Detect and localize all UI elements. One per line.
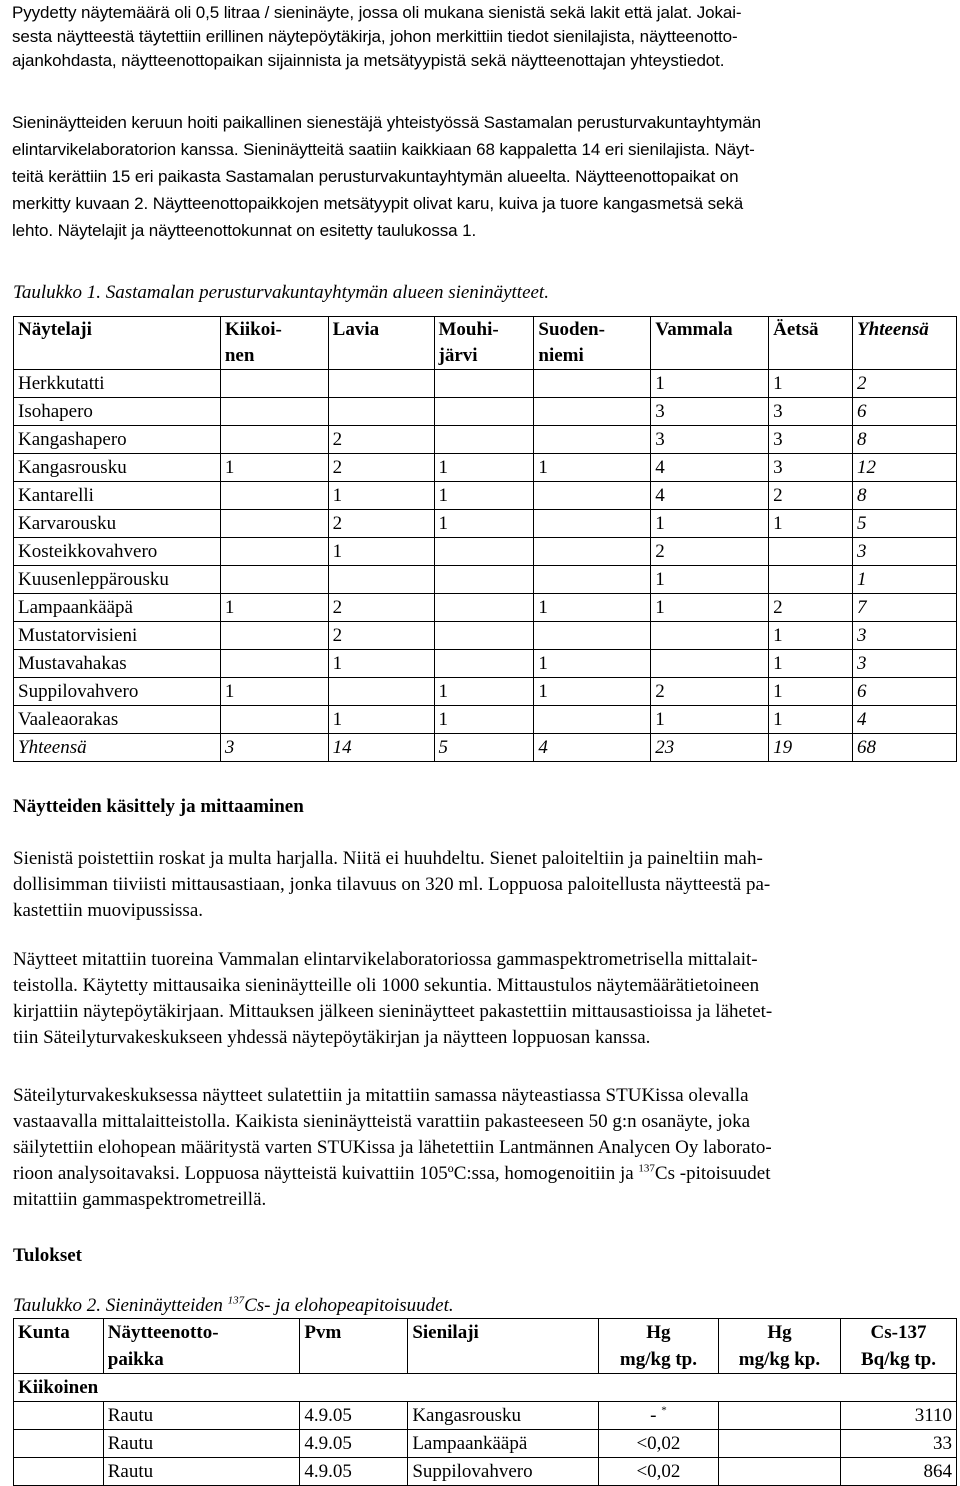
table1-count-cell: 1: [328, 706, 434, 734]
table2-place-cell: Rautu: [103, 1458, 300, 1486]
handling-p3-line-4: rioon analysoitavaksi. Loppuosa näytteistä kuivattiin 105ºC:ssa, homogenoitiin ja: [13, 1163, 639, 1184]
table2-cs-cell: 3110: [840, 1402, 956, 1430]
table1-count-cell: 1: [534, 678, 651, 706]
table1-count-cell: [534, 566, 651, 594]
handling-p2-line-4: tiin Säteilyturvakeskukseen yhdessä näytepöytäkirjan ja näytteen loppuosan kanssa.: [13, 1027, 651, 1048]
table1-count-cell: 2: [853, 370, 957, 398]
table-row: [14, 1458, 957, 1486]
table1-count-cell: [220, 706, 328, 734]
table-row: [14, 734, 957, 762]
table1-count-cell: 4: [534, 734, 651, 762]
handling-p2-line-1: Näytteet mitattiin tuoreina Vammalan elintarvikelaboratoriossa gammaspektrometrisella mittalait-: [13, 949, 758, 970]
table1-count-cell: 1: [534, 650, 651, 678]
table1-count-cell: [220, 370, 328, 398]
table1-species-cell: Kangashapero: [14, 426, 221, 454]
table1-count-cell: 14: [328, 734, 434, 762]
intro-p2-line-2: elintarvikelaboratorion kanssa. Sieninäytteitä saatiin kaikkiaan 68 kappaletta 14 eri sienilajista. Näyt-: [12, 140, 755, 159]
table2-caption-post: Cs- ja elohopeapitoisuudet.: [244, 1295, 454, 1316]
table-row: [14, 566, 957, 594]
table1-count-cell: [769, 566, 853, 594]
isotope-superscript: 137: [638, 1162, 655, 1175]
table1-count-cell: 3: [853, 650, 957, 678]
table1-count-cell: 68: [853, 734, 957, 762]
table1-count-cell: [434, 594, 534, 622]
intro-p1-line-2: sesta näytteestä täytettiin erillinen näytepöytäkirja, johon merkittiin tiedot sienilajista, näytteenotto-: [12, 27, 738, 46]
table1-header-cell: Mouhi- järvi: [434, 317, 534, 370]
table1-count-cell: 3: [853, 622, 957, 650]
table1-count-cell: 1: [769, 650, 853, 678]
table1-count-cell: 1: [328, 482, 434, 510]
intro-p2-line-4: merkitty kuvaan 2. Näytteenottopaikkojen metsätyypit olivat karu, kuiva ja tuore kangasmetsä sekä: [12, 194, 744, 213]
table1-count-cell: [534, 426, 651, 454]
table1-count-cell: 4: [651, 454, 769, 482]
table1-count-cell: [534, 538, 651, 566]
table2-hg-tp-cell: [598, 1430, 718, 1458]
handling-p3-line-2: vastaavalla mittalaitteistolla. Kaikista sieninäytteistä varattiin pakasteeseen 50 g:n osanäyte, joka: [13, 1111, 751, 1132]
table-row: [14, 482, 957, 510]
table2-kunta-cell: [14, 1458, 104, 1486]
table1-count-cell: 23: [651, 734, 769, 762]
table2-body: [14, 1374, 957, 1486]
table1-count-cell: 1: [853, 566, 957, 594]
table1-count-cell: 4: [853, 706, 957, 734]
table1-count-cell: 1: [220, 678, 328, 706]
table1-count-cell: 3: [220, 734, 328, 762]
table-row: [14, 538, 957, 566]
table2-group-label: Kiikoinen: [14, 1374, 957, 1402]
table1-species-cell: Herkkutatti: [14, 370, 221, 398]
table2-hg-kp-cell: [718, 1430, 840, 1458]
section-heading-results: Tulokset: [13, 1245, 82, 1266]
table1-count-cell: 12: [853, 454, 957, 482]
table1-count-cell: [328, 566, 434, 594]
table1-count-cell: [434, 426, 534, 454]
table2-hg-kp-cell: [718, 1402, 840, 1430]
table1-count-cell: 3: [651, 426, 769, 454]
table1-species-cell: Kuusenleppärousku: [14, 566, 221, 594]
table1-count-cell: 3: [651, 398, 769, 426]
table1-count-cell: 5: [853, 510, 957, 538]
table1-count-cell: 2: [769, 482, 853, 510]
table1-count-cell: [220, 398, 328, 426]
table2: [13, 1318, 957, 1486]
table2-species-cell: Lampaankääpä: [408, 1430, 599, 1458]
intro-p2-line-1: Sieninäytteiden keruun hoiti paikallinen sienestäjä yhteistyössä Sastamalan perusturvakuntayhtymän: [12, 113, 762, 132]
table1-species-cell: Suppilovahvero: [14, 678, 221, 706]
table1-species-cell: Yhteensä: [14, 734, 221, 762]
table1-count-cell: 2: [651, 538, 769, 566]
table2-hg-tp-cell: [598, 1402, 718, 1430]
intro-paragraph-2: [12, 109, 957, 244]
table1-count-cell: 1: [651, 594, 769, 622]
table2-hg-tp-value: -: [650, 1405, 657, 1426]
table1-count-cell: [534, 482, 651, 510]
table1-count-cell: [434, 622, 534, 650]
table1-species-cell: Kosteikkovahvero: [14, 538, 221, 566]
table1-count-cell: [220, 426, 328, 454]
table1-count-cell: [220, 510, 328, 538]
table-row: [14, 706, 957, 734]
table2-species-cell: Suppilovahvero: [408, 1458, 599, 1486]
table1-count-cell: 1: [769, 706, 853, 734]
table-row: [14, 678, 957, 706]
table1-species-cell: Mustavahakas: [14, 650, 221, 678]
table1-count-cell: [434, 538, 534, 566]
table1-species-cell: Vaaleaorakas: [14, 706, 221, 734]
table1-count-cell: 19: [769, 734, 853, 762]
table1-species-cell: Lampaankääpä: [14, 594, 221, 622]
table1-count-cell: 1: [220, 454, 328, 482]
table1-count-cell: 1: [434, 510, 534, 538]
table1-header-cell: Äetsä: [769, 317, 853, 370]
table1-species-cell: Kangasrousku: [14, 454, 221, 482]
table1-count-cell: [534, 370, 651, 398]
table1-count-cell: [434, 370, 534, 398]
table1-count-cell: [328, 370, 434, 398]
table1-count-cell: 1: [651, 566, 769, 594]
intro-paragraph-1: [12, 1, 957, 73]
table2-cs-cell: 33: [840, 1430, 956, 1458]
handling-p3-line-5: mitattiin gammaspektrometreillä.: [13, 1189, 267, 1210]
table1-count-cell: [534, 622, 651, 650]
handling-p1-line-2: dollisimman tiiviisti mittausastiaan, jonka tilavuus on 320 ml. Loppuosa paloitellusta näytteestä pa-: [13, 874, 771, 895]
table2-header-cell: Cs-137 Bq/kg tp.: [840, 1319, 956, 1374]
table1: [13, 316, 957, 762]
table2-kunta-cell: [14, 1402, 104, 1430]
handling-p2-line-3: kirjattiin näytepöytäkirjaan. Mittauksen jälkeen sieninäytteet pakastettiin mittausastioissa ja lähetet-: [13, 1001, 773, 1022]
table1-count-cell: [220, 482, 328, 510]
table2-place-cell: Rautu: [103, 1430, 300, 1458]
table1-count-cell: [434, 650, 534, 678]
table-row: [14, 622, 957, 650]
table1-count-cell: [651, 622, 769, 650]
table2-date-cell: 4.9.05: [300, 1458, 408, 1486]
table1-count-cell: [534, 706, 651, 734]
table1-count-cell: 2: [328, 510, 434, 538]
table2-hg-tp-value: <0,02: [636, 1433, 681, 1454]
table1-count-cell: 1: [328, 650, 434, 678]
table1-count-cell: [220, 566, 328, 594]
table1-count-cell: 6: [853, 678, 957, 706]
table2-caption-superscript: 137: [227, 1294, 245, 1307]
handling-p3-line-3: säilytettiin elohopean määritystä varten STUKissa ja lähetettiin Lantmännen Analycen Oy laborato-: [13, 1137, 772, 1158]
table1-count-cell: 1: [651, 706, 769, 734]
table-row: [14, 426, 957, 454]
table2-header-cell: Näytteenotto- paikka: [103, 1319, 300, 1374]
table1-count-cell: 1: [434, 454, 534, 482]
table1-header-cell: Lavia: [328, 317, 434, 370]
table1-count-cell: 1: [328, 538, 434, 566]
handling-paragraph-2: [13, 947, 958, 1051]
table2-place-cell: Rautu: [103, 1402, 300, 1430]
handling-p2-line-2: teistolla. Käytetty mittausaika sieninäytteille oli 1000 sekuntia. Mittaustulos näytemäärätietoineen: [13, 975, 760, 996]
table1-body: [14, 370, 957, 762]
table1-count-cell: [534, 510, 651, 538]
table1-count-cell: 8: [853, 426, 957, 454]
table1-count-cell: 1: [651, 370, 769, 398]
table1-count-cell: [434, 566, 534, 594]
intro-p2-line-3: teitä kerättiin 15 eri paikasta Sastamalan perusturvakuntayhtymän alueelta. Näytteenottopaikat on: [12, 167, 739, 186]
table1-count-cell: 2: [328, 594, 434, 622]
table-row: [14, 594, 957, 622]
table1-count-cell: 3: [769, 426, 853, 454]
intro-p1-line-3: ajankohdasta, näytteenottopaikan sijainnista ja metsätyypistä sekä näytteenottajan yhteystiedot.: [12, 51, 725, 70]
table1-count-cell: 1: [434, 482, 534, 510]
table1-count-cell: 2: [328, 622, 434, 650]
table1-header-cell: Yhteensä: [853, 317, 957, 370]
handling-p3-line-4-tail: Cs -pitoisuudet: [654, 1163, 771, 1184]
table2-hg-tp-value: <0,02: [636, 1461, 681, 1482]
table2-species-cell: Kangasrousku: [408, 1402, 599, 1430]
table2-caption-pre: Taulukko 2. Sieninäytteiden: [13, 1295, 228, 1316]
table1-count-cell: 4: [651, 482, 769, 510]
handling-paragraph-3: [13, 1083, 958, 1213]
table1-count-cell: 2: [328, 426, 434, 454]
handling-p1-line-1: Sienistä poistettiin roskat ja multa harjalla. Niitä ei huuhdeltu. Sienet paloiteltiin ja paineltiin mah-: [13, 848, 763, 869]
table1-count-cell: 1: [434, 678, 534, 706]
table-row: [14, 370, 957, 398]
table1-count-cell: [534, 398, 651, 426]
intro-p1-line-1: Pyydetty näytemäärä oli 0,5 litraa / sieninäyte, jossa oli mukana sienistä sekä lakit että jalat. Jokai-: [12, 3, 742, 22]
table2-hg-kp-cell: [718, 1458, 840, 1486]
table1-count-cell: 2: [328, 454, 434, 482]
table1-count-cell: 1: [220, 594, 328, 622]
table2-caption: [13, 1293, 454, 1318]
table1-count-cell: 1: [434, 706, 534, 734]
footnote-marker: *: [661, 1404, 667, 1417]
table1-count-cell: 8: [853, 482, 957, 510]
table2-date-cell: 4.9.05: [300, 1402, 408, 1430]
table1-count-cell: 2: [769, 594, 853, 622]
table2-header-cell: Hg mg/kg tp.: [598, 1319, 718, 1374]
table2-header-cell: Sienilaji: [408, 1319, 599, 1374]
table2-group-row: [14, 1374, 957, 1402]
table2-header-cell: Pvm: [300, 1319, 408, 1374]
table1-count-cell: 1: [534, 594, 651, 622]
handling-p1-line-3: kastettiin muovipussissa.: [13, 900, 203, 921]
table1-species-cell: Mustatorvisieni: [14, 622, 221, 650]
table1-header-row: [14, 317, 957, 370]
table1-count-cell: [769, 538, 853, 566]
table1-count-cell: [220, 538, 328, 566]
table2-header-row: [14, 1319, 957, 1374]
handling-p3-line-1: Säteilyturvakeskuksessa näytteet sulatettiin ja mitattiin samassa näyteastiassa STUKissa olevalla: [13, 1085, 749, 1106]
table1-caption: Taulukko 1. Sastamalan perusturvakuntayhtymän alueen sieninäytteet.: [13, 282, 549, 303]
table-row: [14, 510, 957, 538]
table1-count-cell: 1: [769, 510, 853, 538]
table-row: [14, 1430, 957, 1458]
table1-count-cell: 1: [651, 510, 769, 538]
table1-species-cell: Isohapero: [14, 398, 221, 426]
table1-count-cell: 7: [853, 594, 957, 622]
table1-header-cell: Kiikoi- nen: [220, 317, 328, 370]
table1-count-cell: [220, 650, 328, 678]
table2-header-cell: Hg mg/kg kp.: [718, 1319, 840, 1374]
table1-count-cell: 3: [769, 398, 853, 426]
table1-count-cell: [651, 650, 769, 678]
table1-count-cell: 6: [853, 398, 957, 426]
table1-count-cell: 1: [769, 622, 853, 650]
table1-count-cell: 1: [769, 678, 853, 706]
table-row: [14, 1402, 957, 1430]
table1-count-cell: [328, 678, 434, 706]
table1-species-cell: Karvarousku: [14, 510, 221, 538]
table1-species-cell: Kantarelli: [14, 482, 221, 510]
handling-paragraph-1: [13, 846, 958, 924]
table2-header-cell: Kunta: [14, 1319, 104, 1374]
table1-count-cell: [220, 622, 328, 650]
table1-header-cell: Vammala: [651, 317, 769, 370]
table1-count-cell: 1: [769, 370, 853, 398]
table-row: [14, 650, 957, 678]
table1-count-cell: 3: [769, 454, 853, 482]
intro-p2-line-5: lehto. Näytelajit ja näytteenottokunnat on esitetty taulukossa 1.: [12, 221, 477, 240]
table2-date-cell: 4.9.05: [300, 1430, 408, 1458]
table1-header-cell: Suoden- niemi: [534, 317, 651, 370]
table-row: [14, 454, 957, 482]
table2-hg-tp-cell: [598, 1458, 718, 1486]
table1-header-cell: Näytelaji: [14, 317, 221, 370]
table1-count-cell: 3: [853, 538, 957, 566]
table-row: [14, 398, 957, 426]
table2-cs-cell: 864: [840, 1458, 956, 1486]
table1-count-cell: 2: [651, 678, 769, 706]
section-heading-handling: Näytteiden käsittely ja mittaaminen: [13, 796, 304, 817]
table1-count-cell: [434, 398, 534, 426]
table1-count-cell: 1: [534, 454, 651, 482]
table1-count-cell: 5: [434, 734, 534, 762]
table1-count-cell: [328, 398, 434, 426]
table2-kunta-cell: [14, 1430, 104, 1458]
